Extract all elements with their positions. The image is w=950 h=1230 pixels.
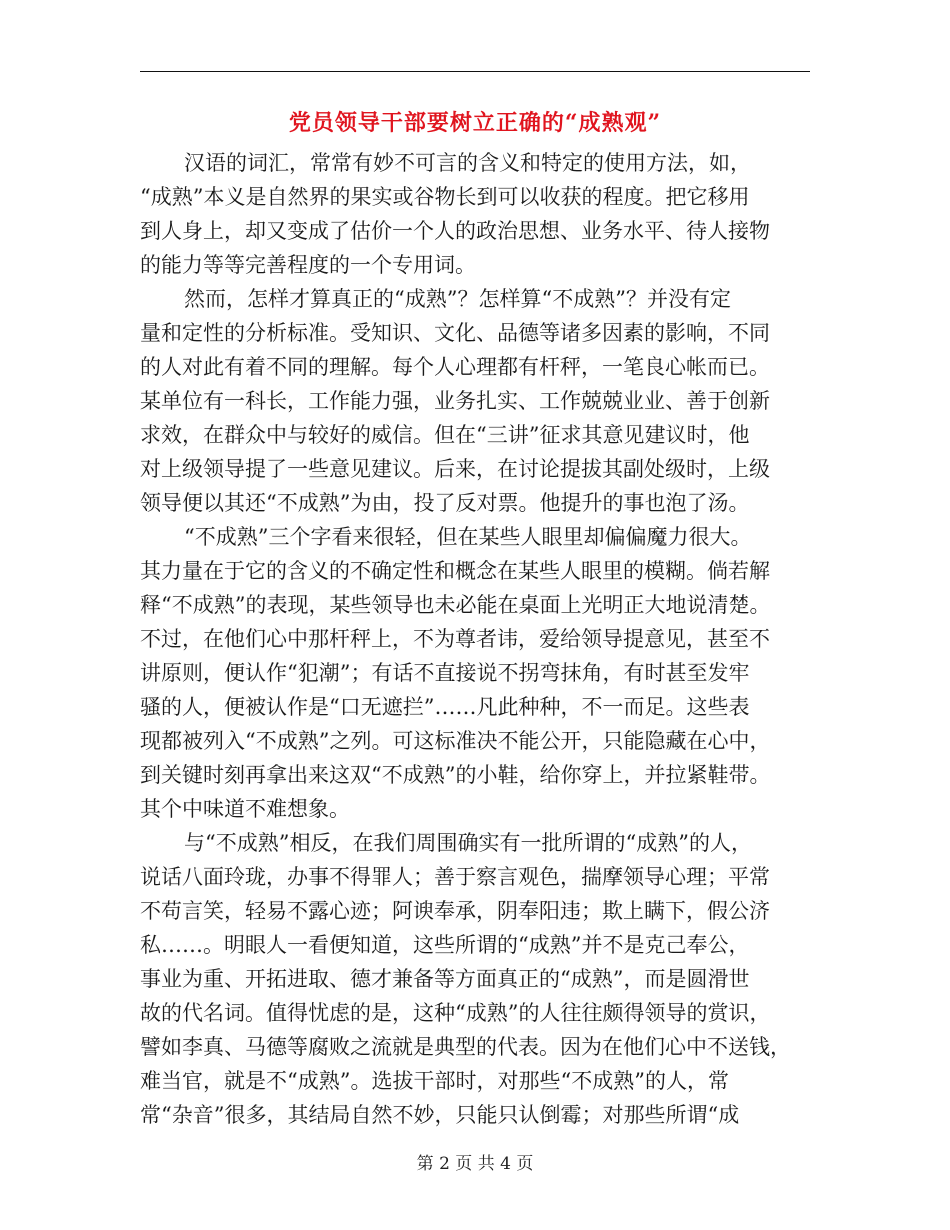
text-line: 释“不成熟”的表现，某些领导也未必能在桌面上光明正大地说清楚。	[140, 593, 771, 617]
paragraph-3	[140, 520, 810, 826]
text-line: 其个中味道不难想象。	[140, 797, 350, 821]
text-line: 与“不成熟”相反，在我们周围确实有一批所谓的“成熟”的人，	[184, 831, 752, 855]
text-line: 难当官，就是不“成熟”。选拔干部时，对那些“不成熟”的人，常	[140, 1069, 729, 1093]
text-line: 骚的人，便被认作是“口无遮拦”……凡此种种，不一而足。这些表	[140, 695, 750, 719]
text-line: 其力量在于它的含义的不确定性和概念在某些人眼里的模糊。倘若解	[140, 559, 770, 583]
document-title: 党员领导干部要树立正确的“成熟观”	[288, 110, 662, 136]
text-line: 故的代名词。值得忧虑的是，这种“成熟”的人往往颇得领导的赏识，	[140, 1001, 771, 1025]
text-line: 某单位有一科长，工作能力强，业务扎实、工作兢兢业业、善于创新	[140, 389, 770, 413]
paragraph-1	[140, 146, 810, 282]
text-line: 不苟言笑，轻易不露心迹；阿谀奉承，阴奉阳违；欺上瞒下，假公济	[140, 899, 770, 923]
paragraph-4	[140, 826, 810, 1132]
text-line: 求效，在群众中与较好的威信。但在“三讲”征求其意见建议时，他	[140, 423, 750, 447]
page-number-footer: 第 2 页 共 4 页	[416, 1154, 534, 1174]
text-line: 譬如李真、马德等腐败之流就是典型的代表。因为在他们心中不送钱，	[140, 1035, 791, 1059]
text-line: 常“杂音”很多，其结局自然不妙，只能只认倒霉；对那些所谓“成	[140, 1103, 740, 1127]
text-line: 量和定性的分析标准。受知识、文化、品德等诸多因素的影响，不同	[140, 321, 770, 345]
text-line: 到关键时刻再拿出来这双“不成熟”的小鞋，给你穿上，并拉紧鞋带。	[140, 763, 771, 787]
text-line: 对上级领导提了一些意见建议。后来，在讨论提拔其副处级时，上级	[140, 457, 770, 481]
text-line: 事业为重、开拓进取、德才兼备等方面真正的“成熟”，而是圆滑世	[140, 967, 750, 991]
text-line: 现都被列入“不成熟”之列。可这标准决不能公开，只能隐藏在心中，	[140, 729, 771, 753]
header-rule	[140, 71, 810, 72]
text-line: 不过，在他们心中那杆秤上，不为尊者讳，爱给领导提意见，甚至不	[140, 627, 770, 651]
paragraph-2	[140, 282, 810, 520]
text-line: “不成熟”三个字看来很轻，但在某些人眼里却偏偏魔力很大。	[184, 525, 752, 549]
text-line: 说话八面玲珑，办事不得罪人；善于察言观色，揣摩领导心理；平常	[140, 865, 770, 889]
document-body	[140, 146, 810, 1132]
text-line: 的能力等等完善程度的一个专用词。	[140, 253, 476, 277]
text-line: 的人对此有着不同的理解。每个人心理都有杆秤，一笔良心帐而已。	[140, 355, 770, 379]
text-line: 到人身上，却又变成了估价一个人的政治思想、业务水平、待人接物	[140, 219, 770, 243]
text-line: 私……。明眼人一看便知道，这些所谓的“成熟”并不是克己奉公，	[140, 933, 750, 957]
text-line: 领导便以其还“不成熟”为由，投了反对票。他提升的事也泡了汤。	[140, 491, 750, 515]
text-line: 然而，怎样才算真正的“成熟”？怎样算“不成熟”？并没有定	[184, 287, 731, 311]
text-line: 讲原则，便认作“犯潮”；有话不直接说不拐弯抹角，有时甚至发牢	[140, 661, 750, 685]
text-line: “成熟”本义是自然界的果实或谷物长到可以收获的程度。把它移用	[140, 185, 750, 209]
text-line: 汉语的词汇，常常有妙不可言的含义和特定的使用方法，如，	[184, 151, 751, 175]
